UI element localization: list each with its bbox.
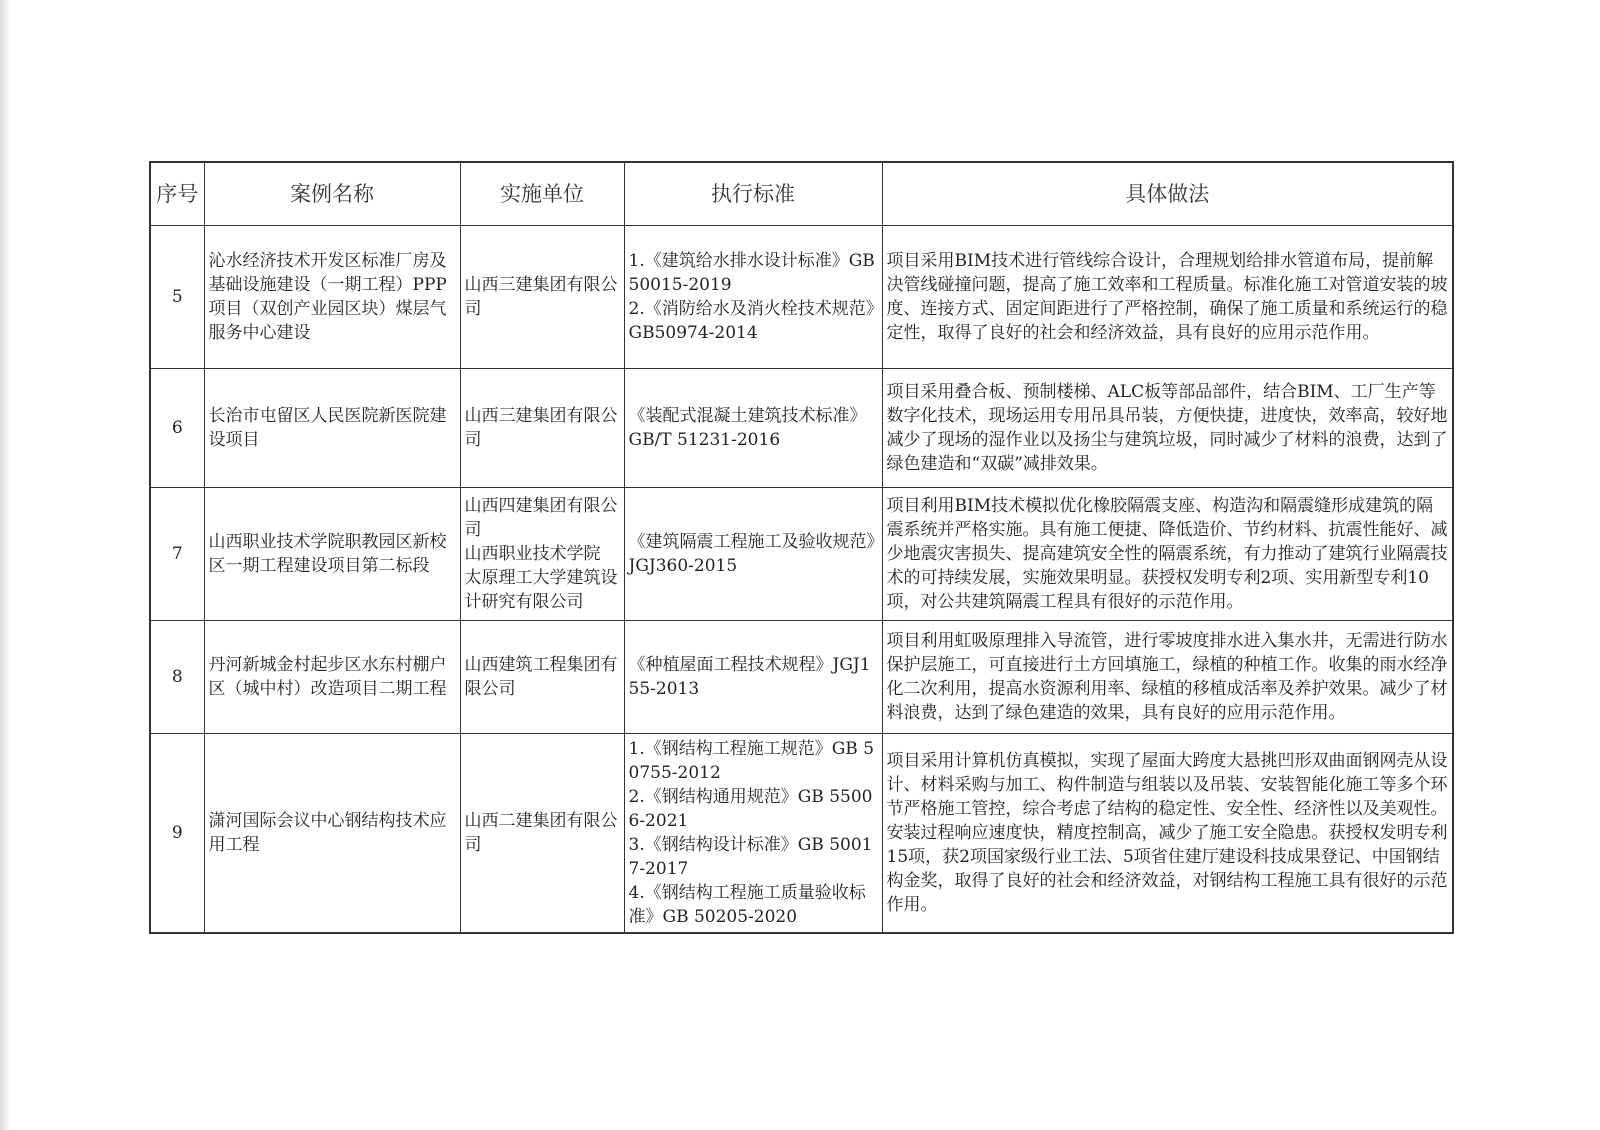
- row-number: 5: [150, 226, 204, 369]
- cases-table: [149, 161, 1454, 934]
- practice-text: 项目采用叠合板、预制楼梯、ALC板等部品部件，结合BIM、工厂生产等数字化技术，现场运用专用吊具吊装，方便快捷，进度快，效率高，较好地减少了现场的湿作业以及扬尘与建筑垃圾，同时减少了材料的浪费，达到了绿色建造和“双碳”减排效果。: [882, 369, 1453, 488]
- practice-text: 项目利用BIM技术模拟优化橡胶隔震支座、构造沟和隔震缝形成建筑的隔震系统并严格实施。具有施工便捷、降低造价、节约材料、抗震性能好、减少地震灾害损失、提高建筑安全性的隔震系统，有力推动了建筑行业隔震技术的可持续发展，实施效果明显。获授权发明专利2项、实用新型专利10项，对公共建筑隔震工程具有很好的示范作用。: [882, 488, 1453, 621]
- implementing-unit: [460, 621, 624, 734]
- implementing-unit: [460, 488, 624, 621]
- row-number: 9: [150, 734, 204, 934]
- unit-line: 山西职业技术学院: [464, 544, 601, 564]
- table-row: [150, 488, 1453, 621]
- table-row: [150, 369, 1453, 488]
- standard-line: 《建筑隔震工程施工及验收规范》JGJ360-2015: [628, 532, 875, 576]
- standard: [624, 734, 882, 934]
- standard: [624, 226, 882, 369]
- standard-line: 2.《钢结构通用规范》GB 55006-2021: [628, 787, 873, 831]
- unit-line: 山西建筑工程集团有限公司: [464, 655, 618, 699]
- practice-text: 项目利用虹吸原理排入导流管，进行零坡度排水进入集水井，无需进行防水保护层施工，可直接进行土方回填施工，绿植的种植工作。收集的雨水经净化二次利用，提高水资源利用率、绿植的移植成活率及养护效果。减少了材料浪费，达到了绿色建造的效果，具有良好的应用示范作用。: [882, 621, 1453, 734]
- standard-line: 3.《钢结构设计标准》GB 50017-2017: [628, 835, 873, 879]
- table-row: [150, 621, 1453, 734]
- standard-line: 2.《消防给水及消火栓技术规范》GB50974-2014: [628, 299, 875, 343]
- case-name: 山西职业技术学院职教园区新校区一期工程建设项目第二标段: [204, 488, 460, 621]
- case-name: 沁水经济技术开发区标准厂房及基础设施建设（一期工程）PPP项目（双创产业园区块）煤层气服务中心建设: [204, 226, 460, 369]
- row-number: 8: [150, 621, 204, 734]
- unit-line: 山西三建集团有限公司: [464, 406, 618, 450]
- standard-line: 《装配式混凝土建筑技术标准》GB/T 51231-2016: [628, 406, 867, 450]
- unit-line: 山西三建集团有限公司: [464, 275, 618, 319]
- unit-line: 山西二建集团有限公司: [464, 811, 618, 855]
- header-implementing-unit: 实施单位: [460, 162, 624, 226]
- case-name: 丹河新城金村起步区水东村棚户区（城中村）改造项目二期工程: [204, 621, 460, 734]
- unit-line: 山西四建集团有限公司: [464, 496, 618, 540]
- standard: [624, 488, 882, 621]
- header-practice: 具体做法: [882, 162, 1453, 226]
- standard-line: 1.《建筑给水排水设计标准》GB50015-2019: [628, 251, 875, 295]
- unit-line: 太原理工大学建筑设计研究有限公司: [464, 568, 618, 612]
- practice-text: 项目采用BIM技术进行管线综合设计，合理规划给排水管道布局，提前解决管线碰撞问题，提高了施工效率和工程质量。标准化施工对管道安装的坡度、连接方式、固定间距进行了严格控制，确保了施工质量和系统运行的稳定性，取得了良好的社会和经济效益，具有良好的应用示范作用。: [882, 226, 1453, 369]
- row-number: 7: [150, 488, 204, 621]
- standard: [624, 369, 882, 488]
- table-row: [150, 226, 1453, 369]
- implementing-unit: [460, 226, 624, 369]
- practice-text: 项目采用计算机仿真模拟，实现了屋面大跨度大悬挑凹形双曲面钢网壳从设计、材料采购与加工、构件制造与组装以及吊装、安装智能化施工等多个环节严格施工管控，综合考虑了结构的稳定性、安全性、经济性以及美观性。安装过程响应速度快，精度控制高，减少了施工安全隐患。获授权发明专利15项，获2项国家级行业工法、5项省住建厅建设科技成果登记、中国钢结构金奖，取得了良好的社会和经济效益，对钢结构工程施工具有很好的示范作用。: [882, 734, 1453, 934]
- standard-line: 1.《钢结构工程施工规范》GB 50755-2012: [628, 739, 875, 783]
- header-number: 序号: [150, 162, 204, 226]
- case-name: 潇河国际会议中心钢结构技术应用工程: [204, 734, 460, 934]
- implementing-unit: [460, 734, 624, 934]
- header-case-name: 案例名称: [204, 162, 460, 226]
- header-standard: 执行标准: [624, 162, 882, 226]
- table-row: [150, 734, 1453, 934]
- standard: [624, 621, 882, 734]
- table-header-row: [150, 162, 1453, 226]
- scan-edge-shadow: [0, 0, 10, 1130]
- row-number: 6: [150, 369, 204, 488]
- standard-line: 《种植屋面工程技术规程》JGJ155-2013: [628, 655, 871, 699]
- implementing-unit: [460, 369, 624, 488]
- case-name: 长治市屯留区人民医院新医院建设项目: [204, 369, 460, 488]
- standard-line: 4.《钢结构工程施工质量验收标准》GB 50205-2020: [628, 883, 866, 927]
